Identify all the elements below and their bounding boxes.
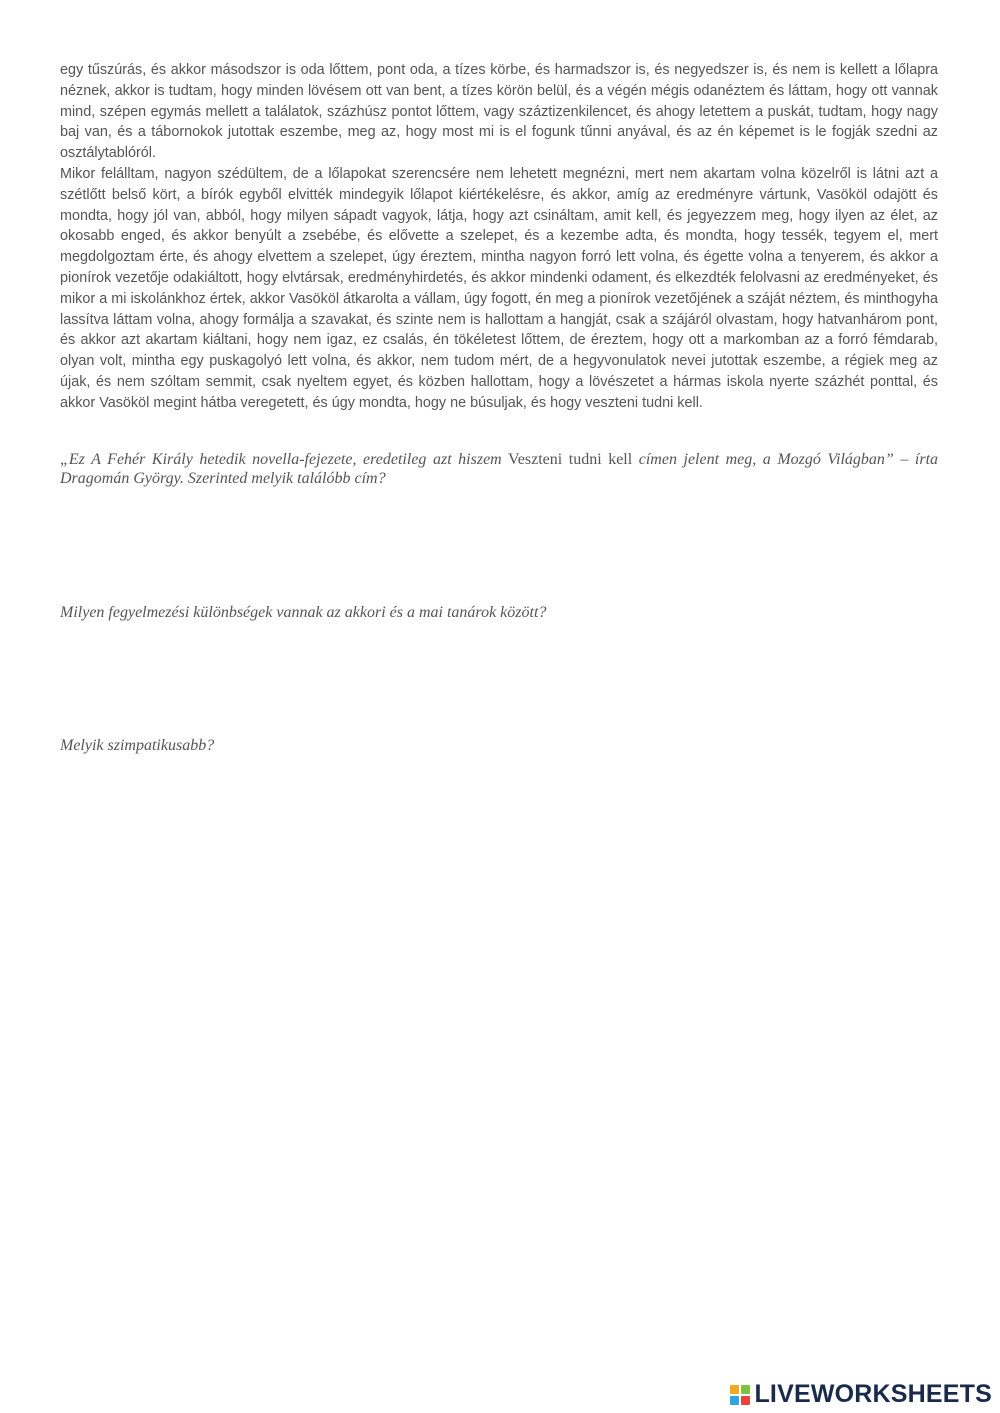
- logo-square-2: [741, 1385, 750, 1394]
- question-1-ending: címen jelent meg, a Mozgó Világban” – írta Dragomán György. Szerinted melyik találóbb cím?: [60, 451, 939, 487]
- liveworksheets-logo-icon: [730, 1385, 750, 1405]
- question-more-likeable: Melyik szimpatikusabb?: [60, 737, 215, 754]
- logo-square-1: [730, 1385, 739, 1394]
- story-paragraph-2: Mikor felálltam, nagyon szédültem, de a lőlapokat szerencsére nem lehetett megnézni, mert nem akartam volna közelről is látni azt a szétlőtt belső kört, a bírók egyből elvitték mindegyik lőlapot kiértékelésre, és akkor, amíg az eredményre vártunk, Vasököl odajött és mondta, hogy jól van, abból, hogy milyen sápadt vagyok, látja, hogy azt csináltam, amit kell, és jegyezzem meg, hogy ilyen az élet, az okosabb enged, és akkor benyúlt a zsebébe, és elővette a szelepet, és a kezembe adta, és mondta, hogy tessék, tegyem el, mert megdolgoztam érte, és ahogy elvettem a szelepet, úgy éreztem, mintha nagyon forró lett volna, és égette volna a tenyerem, és akkor a pionírok vezetője odakiáltott, hogy elvtársak, eredményhirdetés, és akkor mindenki odament, és elkezdték felolvasni az eredményeket, és mikor a mi iskolánkhoz értek, akkor Vasököl átkarolta a vállam, úgy fogott, én meg a pionírok vezetőjének a száját néztem, és minthogyha lassítva láttam volna, ahogy formálja a szavakat, és szinte nem is hallottam a hangját, csak a szájáról olvastam, hogy hatvanhárom pont, és akkor azt akartam kiáltani, hogy nem igaz, ez csalás, én tökéletest lőttem, de éreztem, hogy ott a markomban az a forró fémdarab, olyan volt, mintha egy puskagolyó lett volna, és akkor, nem tudom mért, de a hegyvonulatok nevei jutottak eszembe, a régiek meg az újak, és nem szóltam semmit, csak nyeltem egyet, és közben hallottam, hogy a lövészetet a hármas iskola nyerte százhét ponttal, és akkor Vasököl megint hátba veregetett, és úgy mondta, hogy ne búsuljak, és hogy veszteni tudni kell.: [60, 165, 938, 411]
- question-discipline-differences: Milyen fegyelmezési különbségek vannak az akkori és a mai tanárok között?: [60, 604, 547, 621]
- story-paragraph-1: egy tűszúrás, és akkor másodszor is oda lőttem, pont oda, a tízes körbe, és harmadszor is, és negyedszer is, és nem is kellett a lőlapra néznek, akkor is tudtam, hogy minden lövésem ott van bent, a tízes körön belül, és a végén mégis odanéztem és láttam, hogy ott vannak mind, szépen egymás mellett a találatok, százhúsz pontot lőttem, vagy száztizenkilencet, és ahogy letettem a puskát, tudtam, hogy nagy baj van, és a tábornokok jutottak eszembe, meg az, hogy most mi is el fogunk tűnni anyával, és az én képemet is le fogják szedni az osztálytablóról.: [60, 62, 938, 162]
- liveworksheets-logo-text: LIVEWORKSHEETS: [754, 1380, 992, 1408]
- logo-square-3: [730, 1396, 739, 1405]
- liveworksheets-logo: [730, 1382, 992, 1407]
- logo-square-4: [741, 1396, 750, 1405]
- story-excerpt: [60, 60, 938, 414]
- question-1-intro: „Ez A Fehér Király hetedik novella-fejezete, eredetileg azt hiszem: [60, 451, 502, 468]
- question-1-original-title: Veszteni tudni kell: [508, 451, 633, 468]
- question-title-choice: [60, 450, 938, 488]
